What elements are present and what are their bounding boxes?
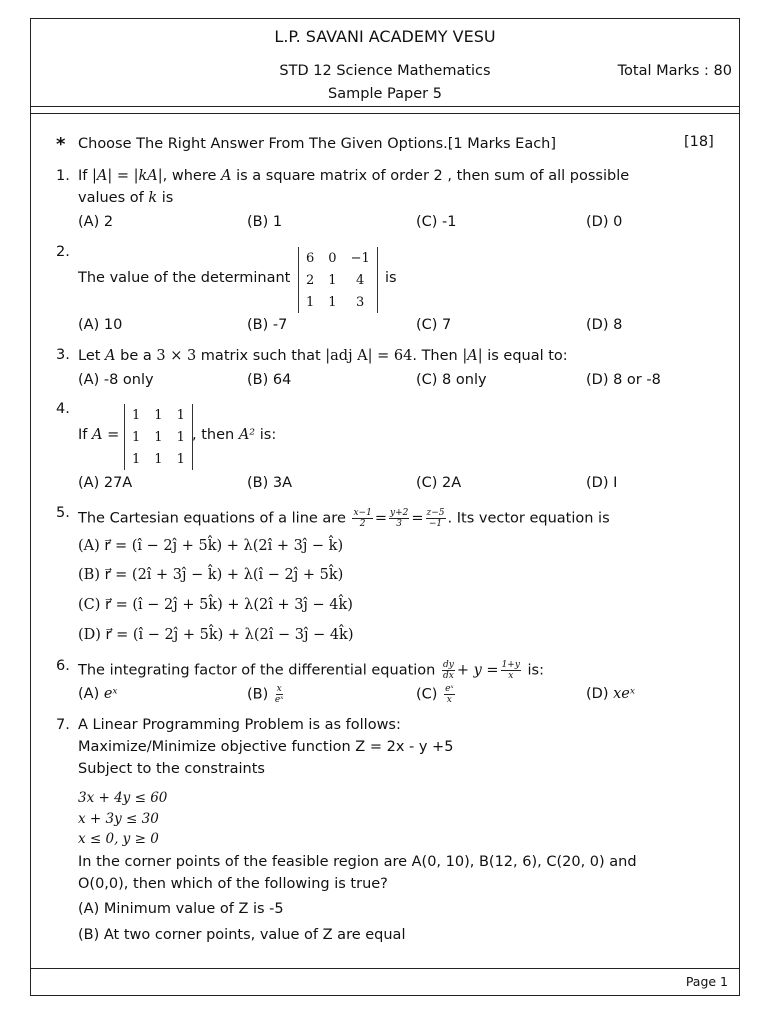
q2-text-after: is [385, 270, 397, 286]
q3-option-a: (A) -8 only [78, 372, 154, 388]
total-marks: Total Marks : 80 [617, 63, 732, 79]
q1-number: 1. [56, 168, 70, 184]
q7-para-line1: In the corner points of the feasible region are A(0, 10), B(12, 6), C(20, 0) and [78, 854, 637, 870]
q3-text: Let A be a 3 × 3 matrix such that |adj A| = 64. Then |A| is equal to: [78, 348, 568, 364]
footer-divider [30, 968, 740, 969]
q1-line2: values of k is [78, 190, 174, 206]
q7-para-line2: O(0,0), then which of the following is true? [78, 876, 388, 892]
q2-determinant: 6 0 −1 2 1 4 1 1 3 [298, 247, 378, 313]
subject-title: STD 12 Science Mathematics [279, 63, 491, 79]
section-marks: [18] [684, 134, 714, 150]
q1-option-a: (A) 2 [78, 214, 114, 230]
q1-option-c: (C) -1 [416, 214, 457, 230]
page-number: Page 1 [685, 974, 728, 989]
q6-option-a: (A) eˣ [78, 686, 118, 702]
q1-line1: If |A| = |kA|, where A is a square matrix of order 2 , then sum of all possible [78, 168, 630, 184]
q7-constraint-2: x + 3y ≤ 30 [78, 811, 159, 827]
q5-option-a: (A) r⃗ = (î − 2ĵ + 5k̂) + λ(2î + 3ĵ − k̂) [78, 538, 344, 554]
q7-constraint-1: 3x + 4y ≤ 60 [78, 790, 168, 806]
q2-text: The value of the determinant [78, 270, 291, 286]
q7-option-a: (A) Minimum value of Z is -5 [78, 901, 284, 917]
q4-text-after: , then A² is: [192, 427, 277, 443]
header-divider-bottom [30, 113, 740, 114]
q6-option-c: (C) $\frac{\text{eˣ}}{x}$ [416, 684, 454, 705]
q3-option-d: (D) 8 or -8 [586, 372, 661, 388]
q4-option-d: (D) I [586, 475, 618, 491]
q2-option-c: (C) 7 [416, 317, 452, 333]
section-instruction: Choose The Right Answer From The Given Options.[1 Marks Each] [78, 136, 557, 152]
section-star: * [56, 134, 66, 155]
q3-option-c: (C) 8 only [416, 372, 487, 388]
q1-option-d: (D) 0 [586, 214, 623, 230]
q2-option-d: (D) 8 [586, 317, 623, 333]
q7-line2: Maximize/Minimize objective function Z = 2x - y +5 [78, 739, 454, 755]
header-divider-top [30, 106, 740, 107]
q6-option-b: (B) $\frac{x}{\text{eˣ}}$ [247, 684, 284, 705]
q7-number: 7. [56, 717, 70, 733]
q5-option-c: (C) r⃗ = (î − 2ĵ + 5k̂) + λ(2î + 3ĵ − 4k̂) [78, 597, 353, 613]
q7-constraint-3: x ≤ 0, y ≥ 0 [78, 831, 159, 847]
q3-option-b: (B) 64 [247, 372, 292, 388]
q6-text: The integrating factor of the differential equation $\frac{dy}{dx}$ + y = $\frac{1+y}{x}$ is: [78, 660, 544, 681]
q6-option-d: (D) xeˣ [586, 686, 635, 702]
q4-number: 4. [56, 401, 70, 417]
q2-number: 2. [56, 244, 70, 260]
q7-line1: A Linear Programming Problem is as follows: [78, 717, 401, 733]
q5-text: The Cartesian equations of a line are $\frac{x-1}{2}$ = $\frac{y+2}{3}$ = $\frac{z-5}{-1}$ . Its vector equation is [78, 508, 610, 529]
q7-option-b: (B) At two corner points, value of Z are equal [78, 927, 406, 943]
q5-option-d: (D) r⃗ = (î − 2ĵ + 5k̂) + λ(2î − 3ĵ − 4k̂) [78, 627, 354, 643]
q4-option-a: (A) 27A [78, 475, 133, 491]
q6-number: 6. [56, 658, 70, 674]
q5-number: 5. [56, 505, 70, 521]
q5-option-b: (B) r⃗ = (2î + 3ĵ − k̂) + λ(î − 2ĵ + 5k̂) [78, 567, 344, 583]
paper-title: Sample Paper 5 [328, 86, 442, 102]
q4-option-c: (C) 2A [416, 475, 462, 491]
q4-matrix: 1 1 1 1 1 1 1 1 1 [124, 404, 193, 470]
page-border [30, 18, 740, 996]
q3-number: 3. [56, 347, 70, 363]
q2-option-a: (A) 10 [78, 317, 123, 333]
q4-text-before: If A = [78, 427, 120, 443]
q1-option-b: (B) 1 [247, 214, 283, 230]
school-name: L.P. SAVANI ACADEMY VESU [274, 27, 496, 46]
q2-option-b: (B) -7 [247, 317, 288, 333]
q7-line3: Subject to the constraints [78, 761, 265, 777]
q4-option-b: (B) 3A [247, 475, 293, 491]
